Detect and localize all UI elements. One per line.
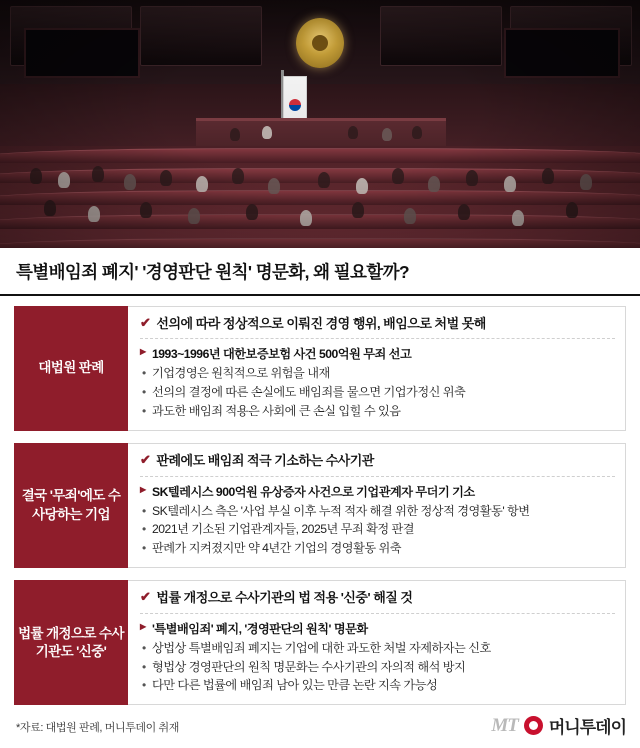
brand-logo [491,713,626,738]
content-blocks [0,296,640,706]
list-item: • 선의의 결정에 따른 손실에도 배임죄를 물으면 기업가정신 위축 [140,383,615,402]
source-note: *자료: 대법원 판례, 머니투데이 취재 [16,722,179,735]
list-item: ▶ 1993~1996년 대한보증보험 사건 500억원 무죄 선고 [140,345,615,364]
bullet-list [140,620,615,696]
brand-mark: MT [491,714,518,736]
block-headline-row [140,589,615,614]
block-label: 결국 '무죄'에도 수사당하는 기업 [14,443,128,568]
title-bar [0,248,640,296]
block-headline: 판례에도 배임죄 적극 기소하는 수사기관 [156,453,374,469]
list-item: • SK텔레시스 측은 '사업 부실 이후 누적 적자 해결 위한 정상적 경영활동' 항변 [140,502,615,521]
header-photo [0,0,640,248]
list-item: • 판례가 지켜졌지만 약 4년간 기업의 경영활동 위축 [140,539,615,558]
block-label: 대법원 판례 [14,306,128,431]
list-item: • 2021년 기소된 기업관계자들, 2025년 무죄 확정 판결 [140,520,615,539]
photo-vignette [0,0,640,248]
list-item: ▶ '특별배임죄' 폐지, '경영판단의 원칙' 명문화 [140,620,615,639]
check-icon: ✔ [140,452,151,468]
brand-name: 머니투데이 [548,718,626,737]
list-item: • 다만 다른 법률에 배임죄 남아 있는 만큼 논란 지속 가능성 [140,676,615,695]
list-item: • 과도한 배임죄 적용은 사회에 큰 손실 입힐 수 있음 [140,402,615,421]
block-body [128,443,626,568]
bullet-list [140,345,615,421]
block-law-revision [14,580,626,705]
block-investigated-companies [14,443,626,568]
block-court-precedent [14,306,626,431]
check-icon: ✔ [140,589,151,605]
list-item: • 형법상 경영판단의 원칙 명문화는 수사기관의 자의적 해석 방지 [140,658,615,677]
block-body [128,580,626,705]
block-headline-row [140,452,615,477]
bullet-list [140,483,615,559]
block-headline: 선의에 따라 정상적으로 이뤄진 경영 행위, 배임으로 처벌 못해 [156,315,486,331]
block-label: 법률 개정으로 수사기관도 '신중' [14,580,128,705]
check-icon: ✔ [140,314,151,330]
brand-circle-icon [524,716,543,735]
page-title: 특별배임죄 폐지' '경영판단 원칙' 명문화, 왜 필요할까? [16,262,410,282]
list-item: ▶ SK텔레시스 900억원 유상증자 사건으로 기업관계자 무더기 기소 [140,483,615,502]
block-headline: 법률 개정으로 수사기관의 법 적용 '신중' 해질 것 [156,590,413,606]
block-body [128,306,626,431]
list-item: • 기업경영은 원칙적으로 위험을 내재 [140,364,615,383]
list-item: • 상법상 특별배임죄 폐지는 기업에 대한 과도한 처벌 자제하자는 신호 [140,639,615,658]
block-headline-row [140,315,615,340]
